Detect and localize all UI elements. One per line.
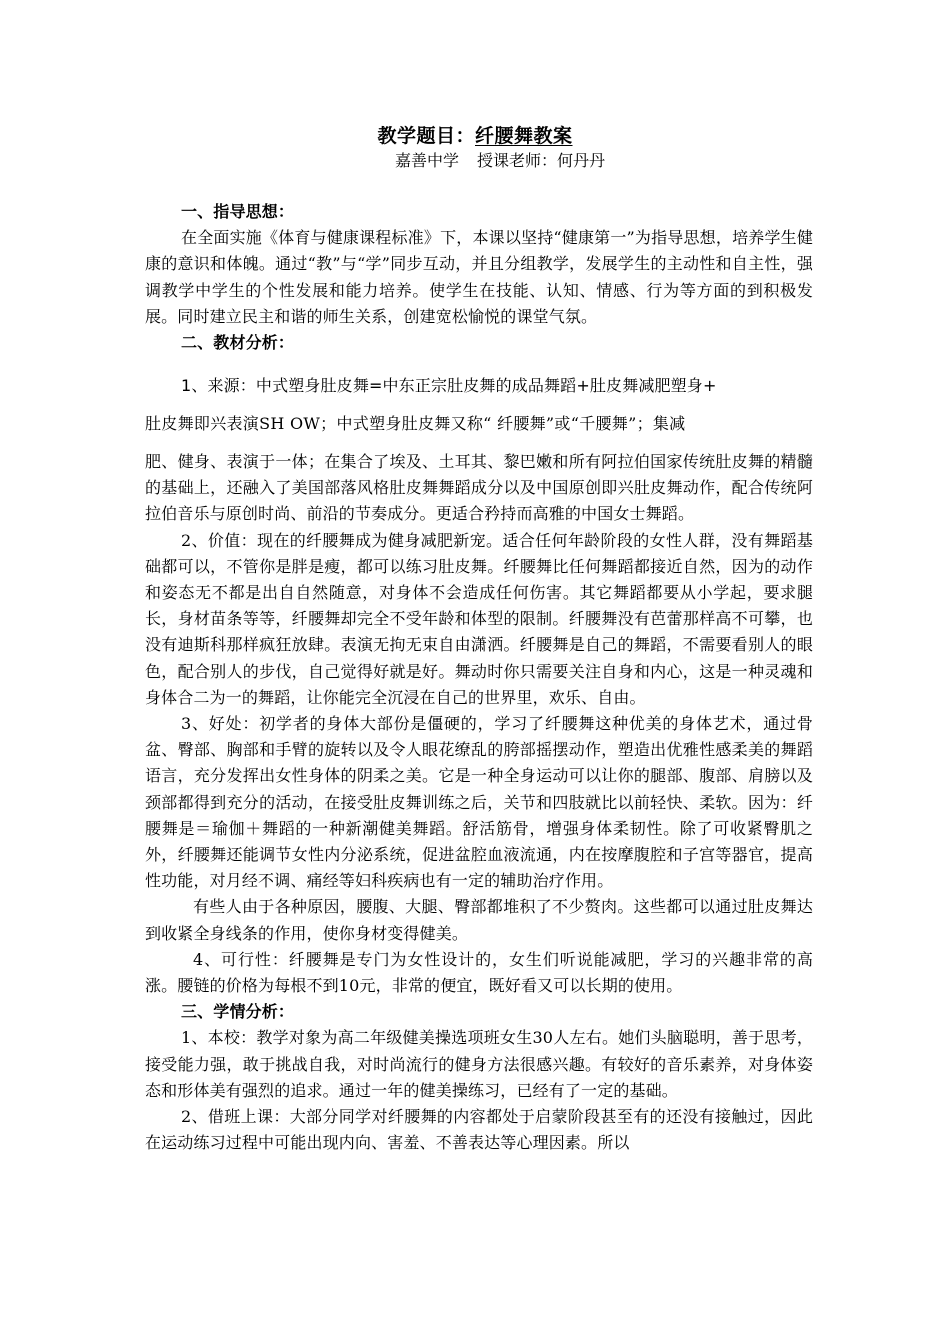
paragraph: 3、好处：初学者的身体大部份是僵硬的，学习了纤腰舞这种优美的身体艺术，通过骨盆、臀部、胸部和手臂的旋转以及令人眼花缭乱的胯部摇摆动作，塑造出优雅性感柔美的舞蹈语言，充分发挥出女性身体的阴柔之美。它是一种全身运动可以让你的腿部、腹部、肩膀以及颈部都得到充分的活动，在接受肚皮舞训练之后，关节和四肢就比以前轻快、柔软。因为：纤腰舞是＝瑜伽＋舞蹈的一种新潮健美舞蹈。舒活筋骨，增强身体柔韧性。除了可收紧臀肌之外，纤腰舞还能调节女性内分泌系统，促进盆腔血液流通，内在按摩腹腔和子宫等器官，提高性功能，对月经不调、痛经等妇科疾病也有一定的辅助治疗作用。	[145, 714, 813, 891]
paragraph-line: 1、来源：中式塑身肚皮舞=中东正宗肚皮舞的成品舞蹈+肚皮舞减肥塑身+	[181, 376, 717, 395]
paragraph: 有些人由于各种原因，腰腹、大腿、臀部都堆积了不少赘肉。这些都可以通过肚皮舞达到收紧全身线条的作用，使你身材变得健美。	[145, 897, 813, 943]
section-heading: 一、指导思想：	[181, 202, 295, 221]
section-2-body	[145, 449, 813, 1156]
teacher-name: 授课老师：何丹丹	[477, 151, 606, 170]
paragraph: 肥、健身、表演于一体；在集合了埃及、土耳其、黎巴嫩和所有阿拉伯国家传统肚皮舞的精髓的基础上，还融入了美国部落风格肚皮舞舞蹈成分以及中国原创即兴肚皮舞动作，配合传统阿拉伯音乐与原创时尚、前沿的节奏成分。更适合矜持而高雅的中国女士舞蹈。	[145, 452, 813, 524]
paragraph: 1、本校：教学对象为高二年级健美操选项班女生30人左右。她们头脑聪明，善于思考，接受能力强，敢于挑战自我，对时尚流行的健身方法很感兴趣。有较好的音乐素养，对身体姿态和形体美有强烈的追求。通过一年的健美操练习，已经有了一定的基础。	[145, 1028, 813, 1100]
paragraph: 在全面实施《体育与健康课程标准》下，本课以坚持“健康第一”为指导思想，培养学生健康的意识和体魄。通过“教”与“学”同步互动，并且分组教学，发展学生的主动性和自主性，强调教学中学生的个性发展和能力培养。使学生在技能、认知、情感、行为等方面的到积极发展。同时建立民主和谐的师生关系，创建宽松愉悦的课堂气氛。	[145, 228, 813, 326]
section-heading: 三、学情分析：	[181, 1002, 295, 1022]
paragraph: 4、可行性：纤腰舞是专门为女性设计的，女生们听说能减肥，学习的兴趣非常的高涨。腰链的价格为每根不到10元，非常的便宜，既好看又可以长期的使用。	[145, 949, 813, 996]
paragraph-line: 肚皮舞即兴表演SH OW；中式塑身肚皮舞又称“ 纤腰舞”或“千腰舞”；集减	[145, 414, 686, 433]
paragraph: 2、价值：现在的纤腰舞成为健身减肥新宠。适合任何年龄阶段的女性人群，没有舞蹈基础都可以，不管你是胖是瘦，都可以练习肚皮舞。纤腰舞比任何舞蹈都接近自然，因为的动作和姿态无不都是出自自然随意，对身体不会造成任何伤害。其它舞蹈都要从小学起，要求腿长，身材苗条等等，纤腰舞却完全不受年龄和体型的限制。纤腰舞没有芭蕾那样高不可攀，也没有迪斯科那样疯狂放肆。表演无拘无束自由潇洒。纤腰舞是自己的舞蹈，不需要看别人的眼色，配合别人的步伐，自己觉得好就是好。舞动时你只需要关注自身和内心，这是一种灵魂和身体合二为一的舞蹈，让你能完全沉浸在自己的世界里，欢乐、自由。	[145, 530, 813, 707]
title-prefix: 教学题目：	[377, 125, 475, 147]
page-subtitle	[0, 149, 950, 173]
section-1	[145, 199, 813, 356]
paragraph: 2、借班上课：大部分同学对纤腰舞的内容都处于启蒙阶段甚至有的还没有接触过，因此在运动练习过程中可能出现内向、害羞、不善表达等心理因素。所以	[145, 1107, 813, 1153]
section-2-source-lines	[145, 373, 813, 399]
title-main: 纤腰舞教案	[475, 125, 573, 147]
page-title	[0, 122, 950, 150]
school-name: 嘉善中学	[394, 151, 459, 170]
section-heading: 二、教材分析：	[181, 333, 295, 353]
section-2-source-line2	[145, 411, 813, 437]
